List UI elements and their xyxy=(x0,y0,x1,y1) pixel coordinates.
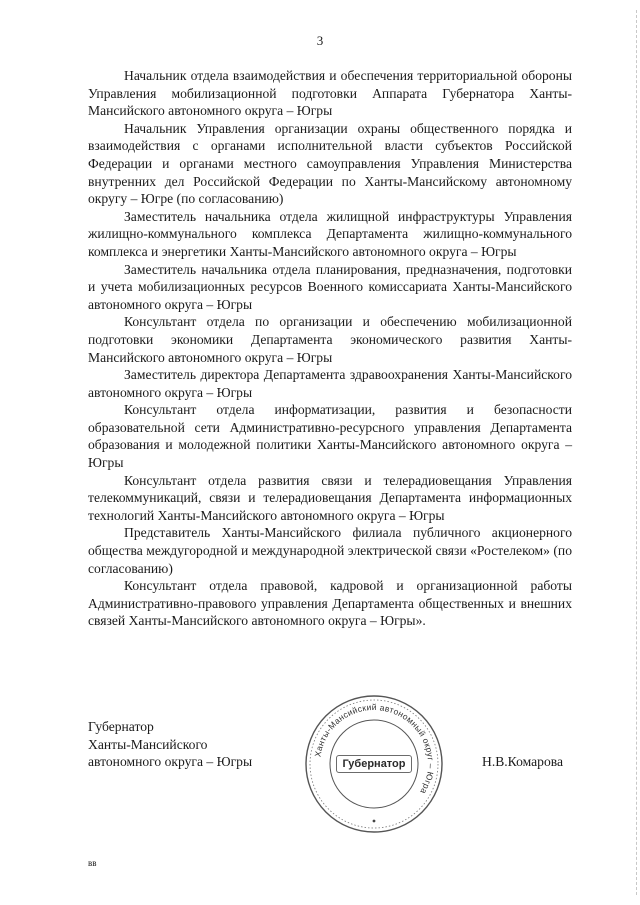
footer-mark: вв xyxy=(88,858,97,868)
paragraph: Консультант отдела развития связи и телерадиовещания Управления телекоммуникаций, связи и телерадиовещания Департамента информационных технологий Ханты-Мансийского автономного округа – Югры xyxy=(88,472,572,523)
paragraph: Начальник Управления организации охраны общественного порядка и взаимодействия с органами исполнительной власти субъектов Российской Федерации и органами местного самоуправления Управления Министерства внутренних дел Российской Федерации по Ханты-Мансийскому автономному округу – Югре (по согласованию) xyxy=(88,120,572,207)
paragraph: Представитель Ханты-Мансийского филиала публичного акционерного общества междугородной и международной электрической связи «Ростелеком» (по согласованию) xyxy=(88,525,572,576)
paragraph: Заместитель начальника отдела жилищной инфраструктуры Управления жилищно-коммунального комплекса Департамента жилищно-коммунального комплекса и энергетики Ханты-Мансийского автономного округа – Югры xyxy=(88,208,572,259)
paragraph: Заместитель директора Департамента здравоохранения Ханты-Мансийского автономного округа – Югры xyxy=(88,367,572,400)
seal-center-label: Губернатор xyxy=(336,755,411,773)
paragraph: Консультант отдела правовой, кадровой и организационной работы Административно-правового управления Департамента общественных и внешних связей Ханты-Мансийского автономного округа – Югры». xyxy=(88,578,572,629)
paragraph: Консультант отдела информатизации, развития и безопасности образовательной сети Административно-ресурсного управления Департамента образования и молодежной политики Ханты-Мансийского автономного округа – Югры xyxy=(88,402,572,471)
signatory-title: Губернатор Ханты-Мансийского автономного округа – Югры xyxy=(88,719,253,770)
official-seal-stamp xyxy=(303,693,445,835)
paragraph: Заместитель начальника отдела планирования, предназначения, подготовки и учета мобилизационных ресурсов Военного комиссариата Ханты-Мансийского автономного округа – Югры xyxy=(88,261,572,312)
seal-ring-text: Ханты-Мансийский автономный округ – Югра xyxy=(312,701,437,797)
paragraph: Консультант отдела по организации и обеспечению мобилизационной подготовки экономики Департамента экономического развития Ханты-Мансийского автономного округа – Югры xyxy=(88,314,572,365)
page-number: 3 xyxy=(316,33,324,48)
paragraph: Начальник отдела взаимодействия и обеспечения территориальной обороны Управления мобилизационной подготовки Аппарата Губернатора Ханты-Мансийского автономного округа – Югры xyxy=(88,68,572,119)
signatory-name: Н.В.Комарова xyxy=(482,754,564,769)
